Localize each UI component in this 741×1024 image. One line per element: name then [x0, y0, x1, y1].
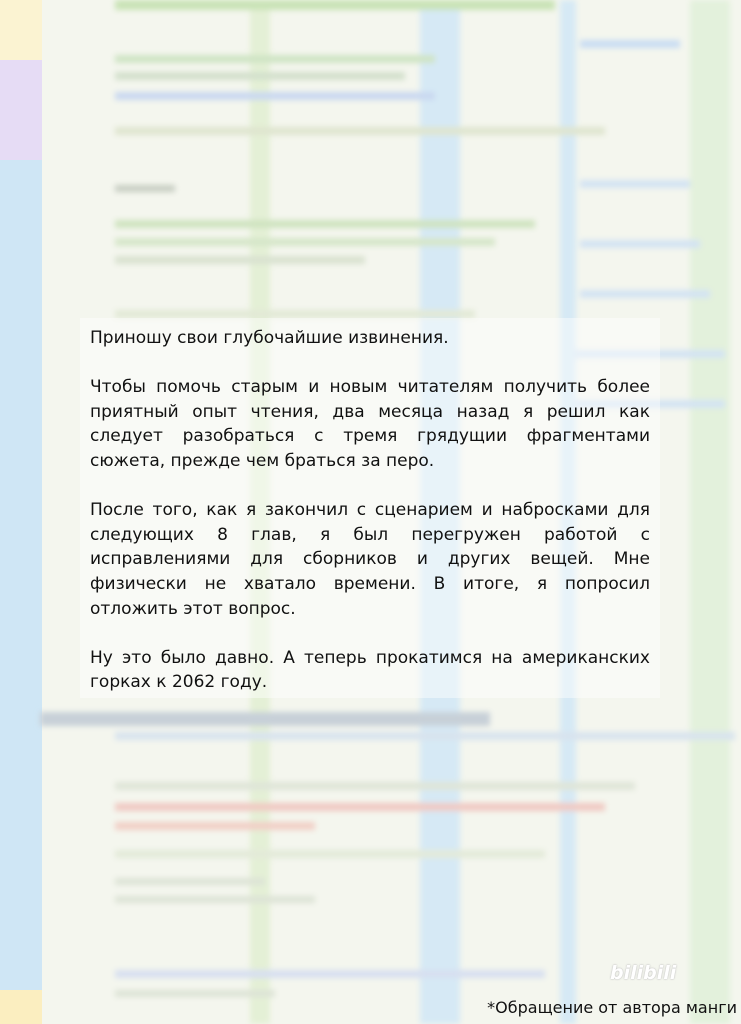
caption: *Обращение от автора манги: [487, 998, 737, 1017]
watermark-logo: bilibili: [610, 962, 677, 984]
note-paragraph: Ну это было давно. А теперь прокатимся на американских горках к 2062 году.: [90, 647, 650, 693]
note-paragraph: Приношу свои глубочайшие извинения.: [90, 328, 449, 348]
author-note: [90, 326, 650, 695]
note-paragraph: Чтобы помочь старым и новым читателям получить более приятный опыт чтения, два месяца назад я решил как следует разобраться с тремя грядущии фрагментами сюжета, прежде чем браться за перо.: [90, 377, 650, 471]
note-paragraph: После того, как я закончил с сценарием и набросками для следующих 8 глав, я был перегружен работой с исправлениями для сборников и других вещей. Мне физически не хватало времени. В итоге, я попросил отложить этот вопрос.: [90, 500, 650, 619]
